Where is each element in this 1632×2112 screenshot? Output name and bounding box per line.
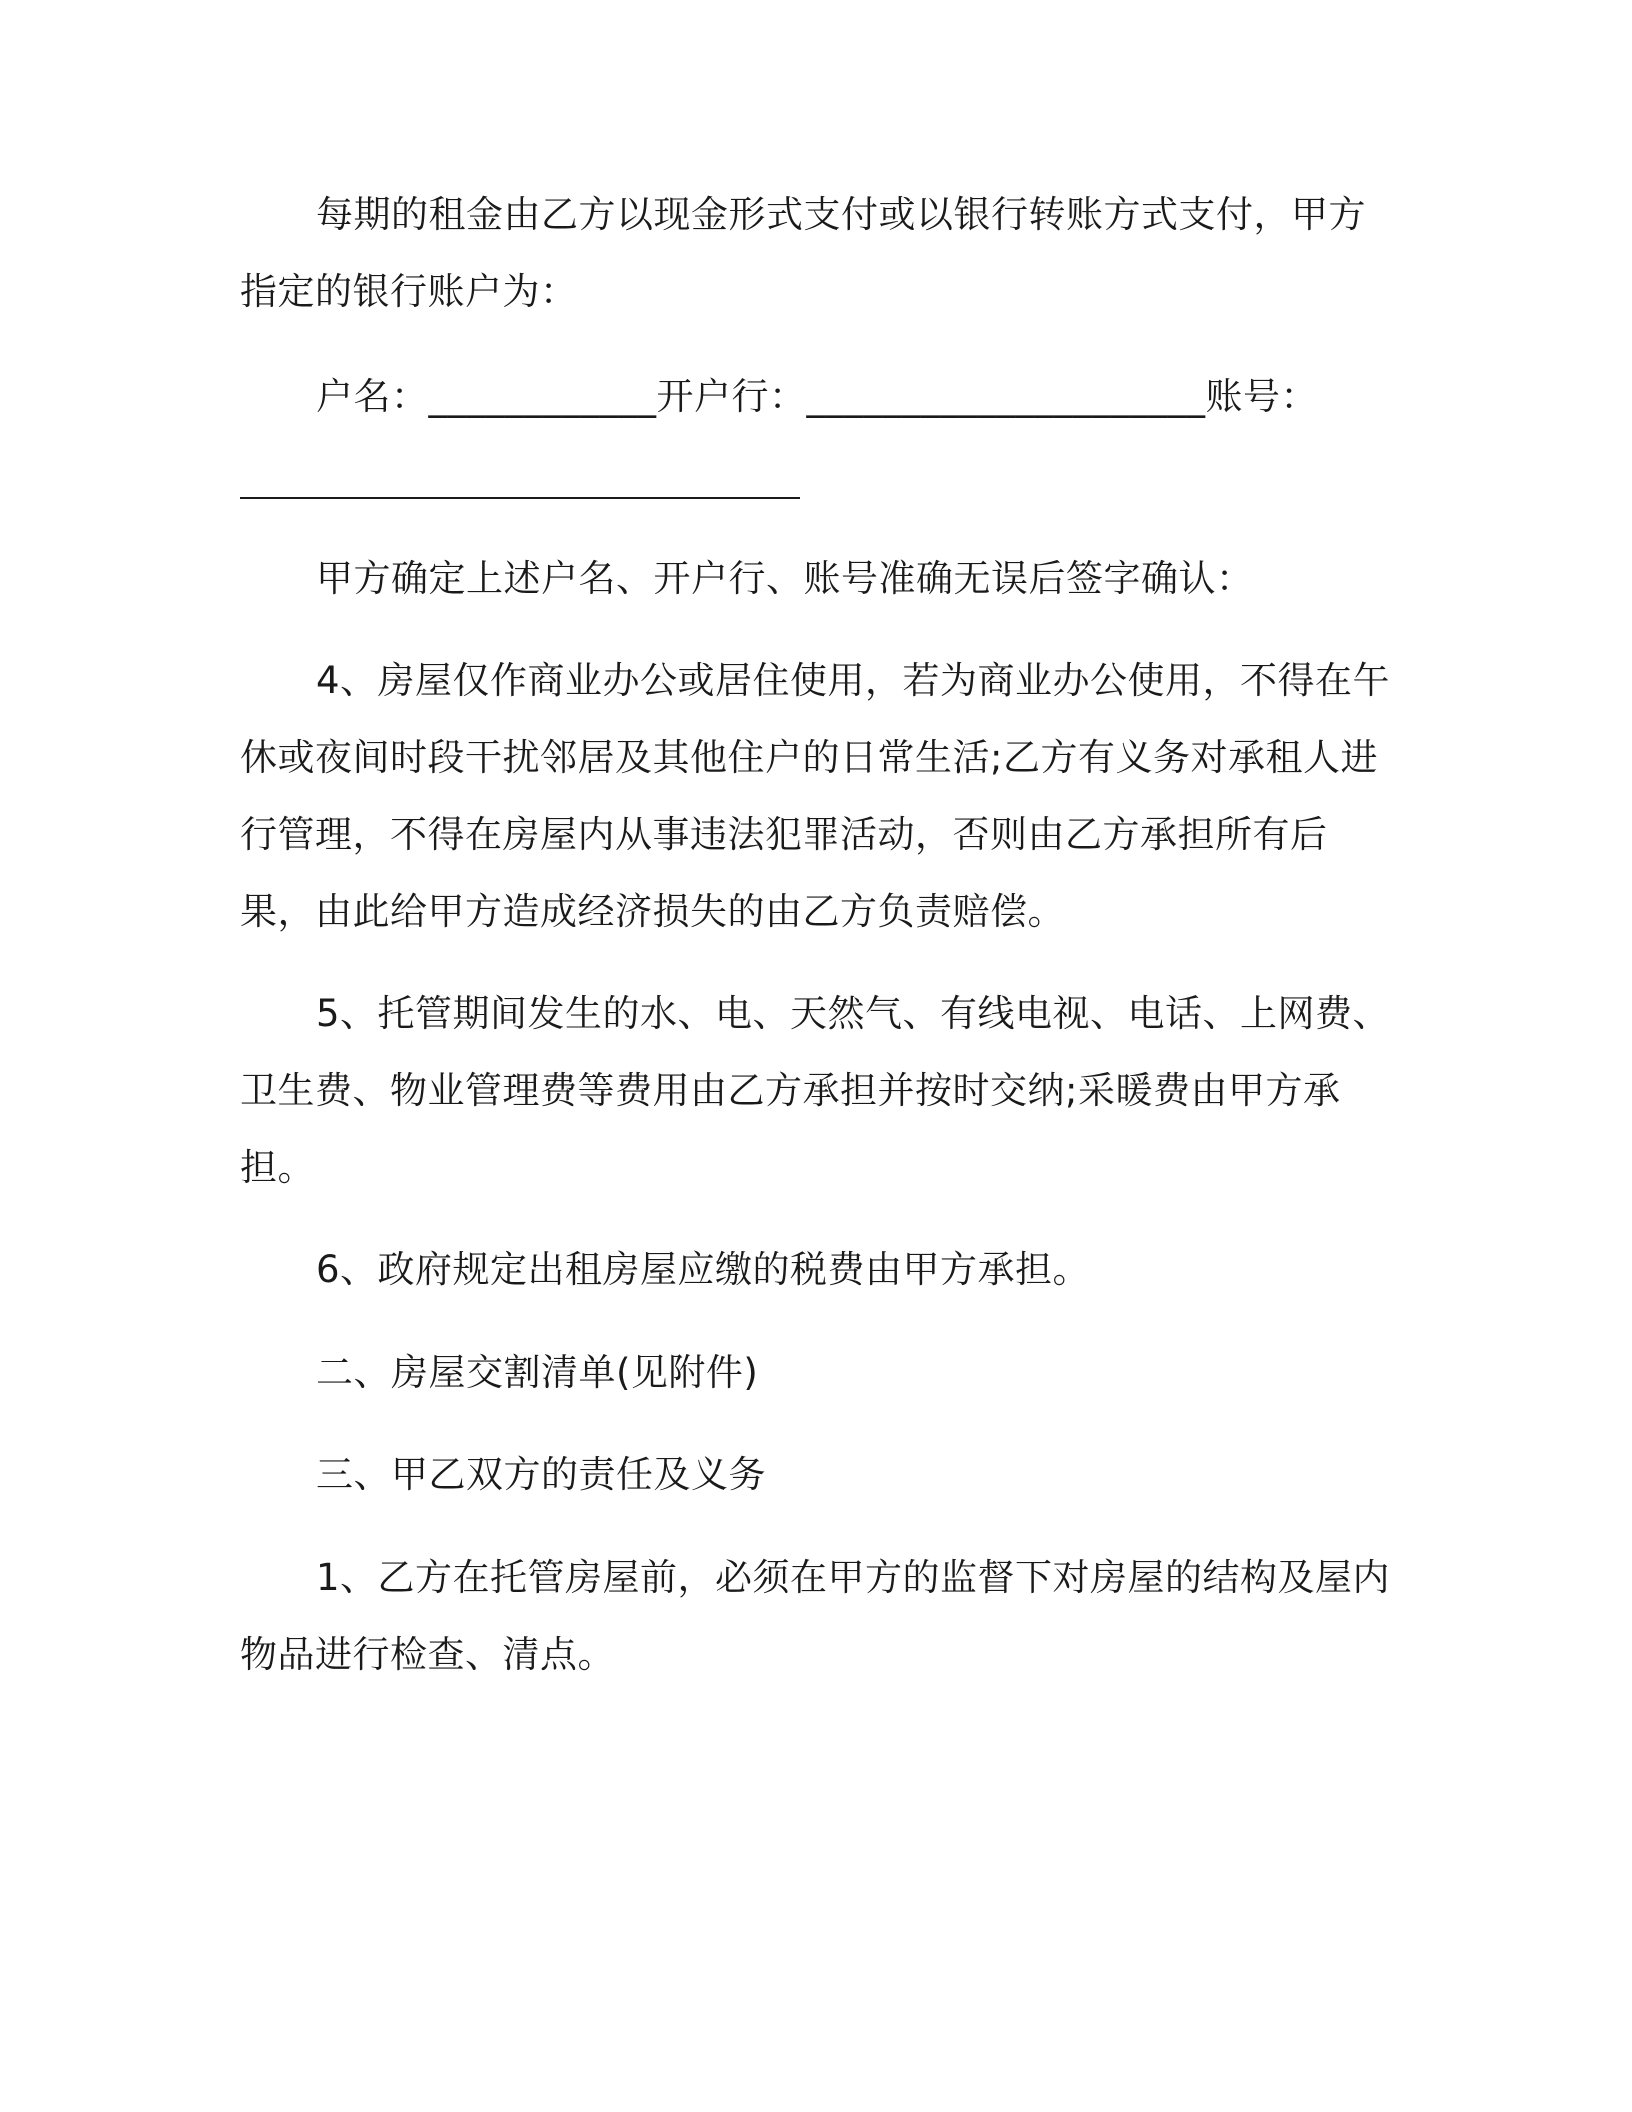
paragraph-item-4-line-4: 果，由此给甲方造成经济损失的由乙方负责赔偿。 xyxy=(240,890,1065,933)
paragraph-item-4-line-1: 4、房屋仅作商业办公或居住使用，若为商业办公使用，不得在午 xyxy=(316,659,1391,702)
paragraph-item-4-line-2: 休或夜间时段干扰邻居及其他住户的日常生活;乙方有义务对承租人进 xyxy=(240,736,1378,779)
paragraph-item-4-line-3: 行管理，不得在房屋内从事违法犯罪活动，否则由乙方承担所有后 xyxy=(240,813,1328,856)
paragraph-item-5-line-3: 担。 xyxy=(240,1146,315,1189)
section-2-heading: 二、房屋交割清单(见附件) xyxy=(316,1351,759,1394)
paragraph-item-5-line-2: 卫生费、物业管理费等费用由乙方承担并按时交纳;采暖费由甲方承 xyxy=(240,1069,1341,1112)
paragraph-rent-payment-line-2: 指定的银行账户为： xyxy=(240,270,578,313)
section-3-heading: 三、甲乙双方的责任及义务 xyxy=(316,1453,766,1496)
paragraph-item-6-line-1: 6、政府规定出租房屋应缴的税费由甲方承担。 xyxy=(316,1248,1091,1291)
paragraph-section-3-item-1-line-1: 1、乙方在托管房屋前，必须在甲方的监督下对房屋的结构及屋内 xyxy=(316,1556,1391,1599)
paragraph-rent-payment-line-1: 每期的租金由乙方以现金形式支付或以银行转账方式支付，甲方 xyxy=(316,193,1366,236)
paragraph-confirm-line-1: 甲方确定上述户名、开户行、账号准确无误后签字确认： xyxy=(316,557,1254,600)
account-number-blank-line xyxy=(240,497,800,499)
paragraph-item-5-line-1: 5、托管期间发生的水、电、天然气、有线电视、电话、上网费、 xyxy=(316,992,1391,1035)
paragraph-section-3-item-1-line-2: 物品进行检查、清点。 xyxy=(240,1633,615,1676)
paragraph-bank-account-line-1: 户名：____________开户行：_____________________账号： xyxy=(316,375,1318,418)
